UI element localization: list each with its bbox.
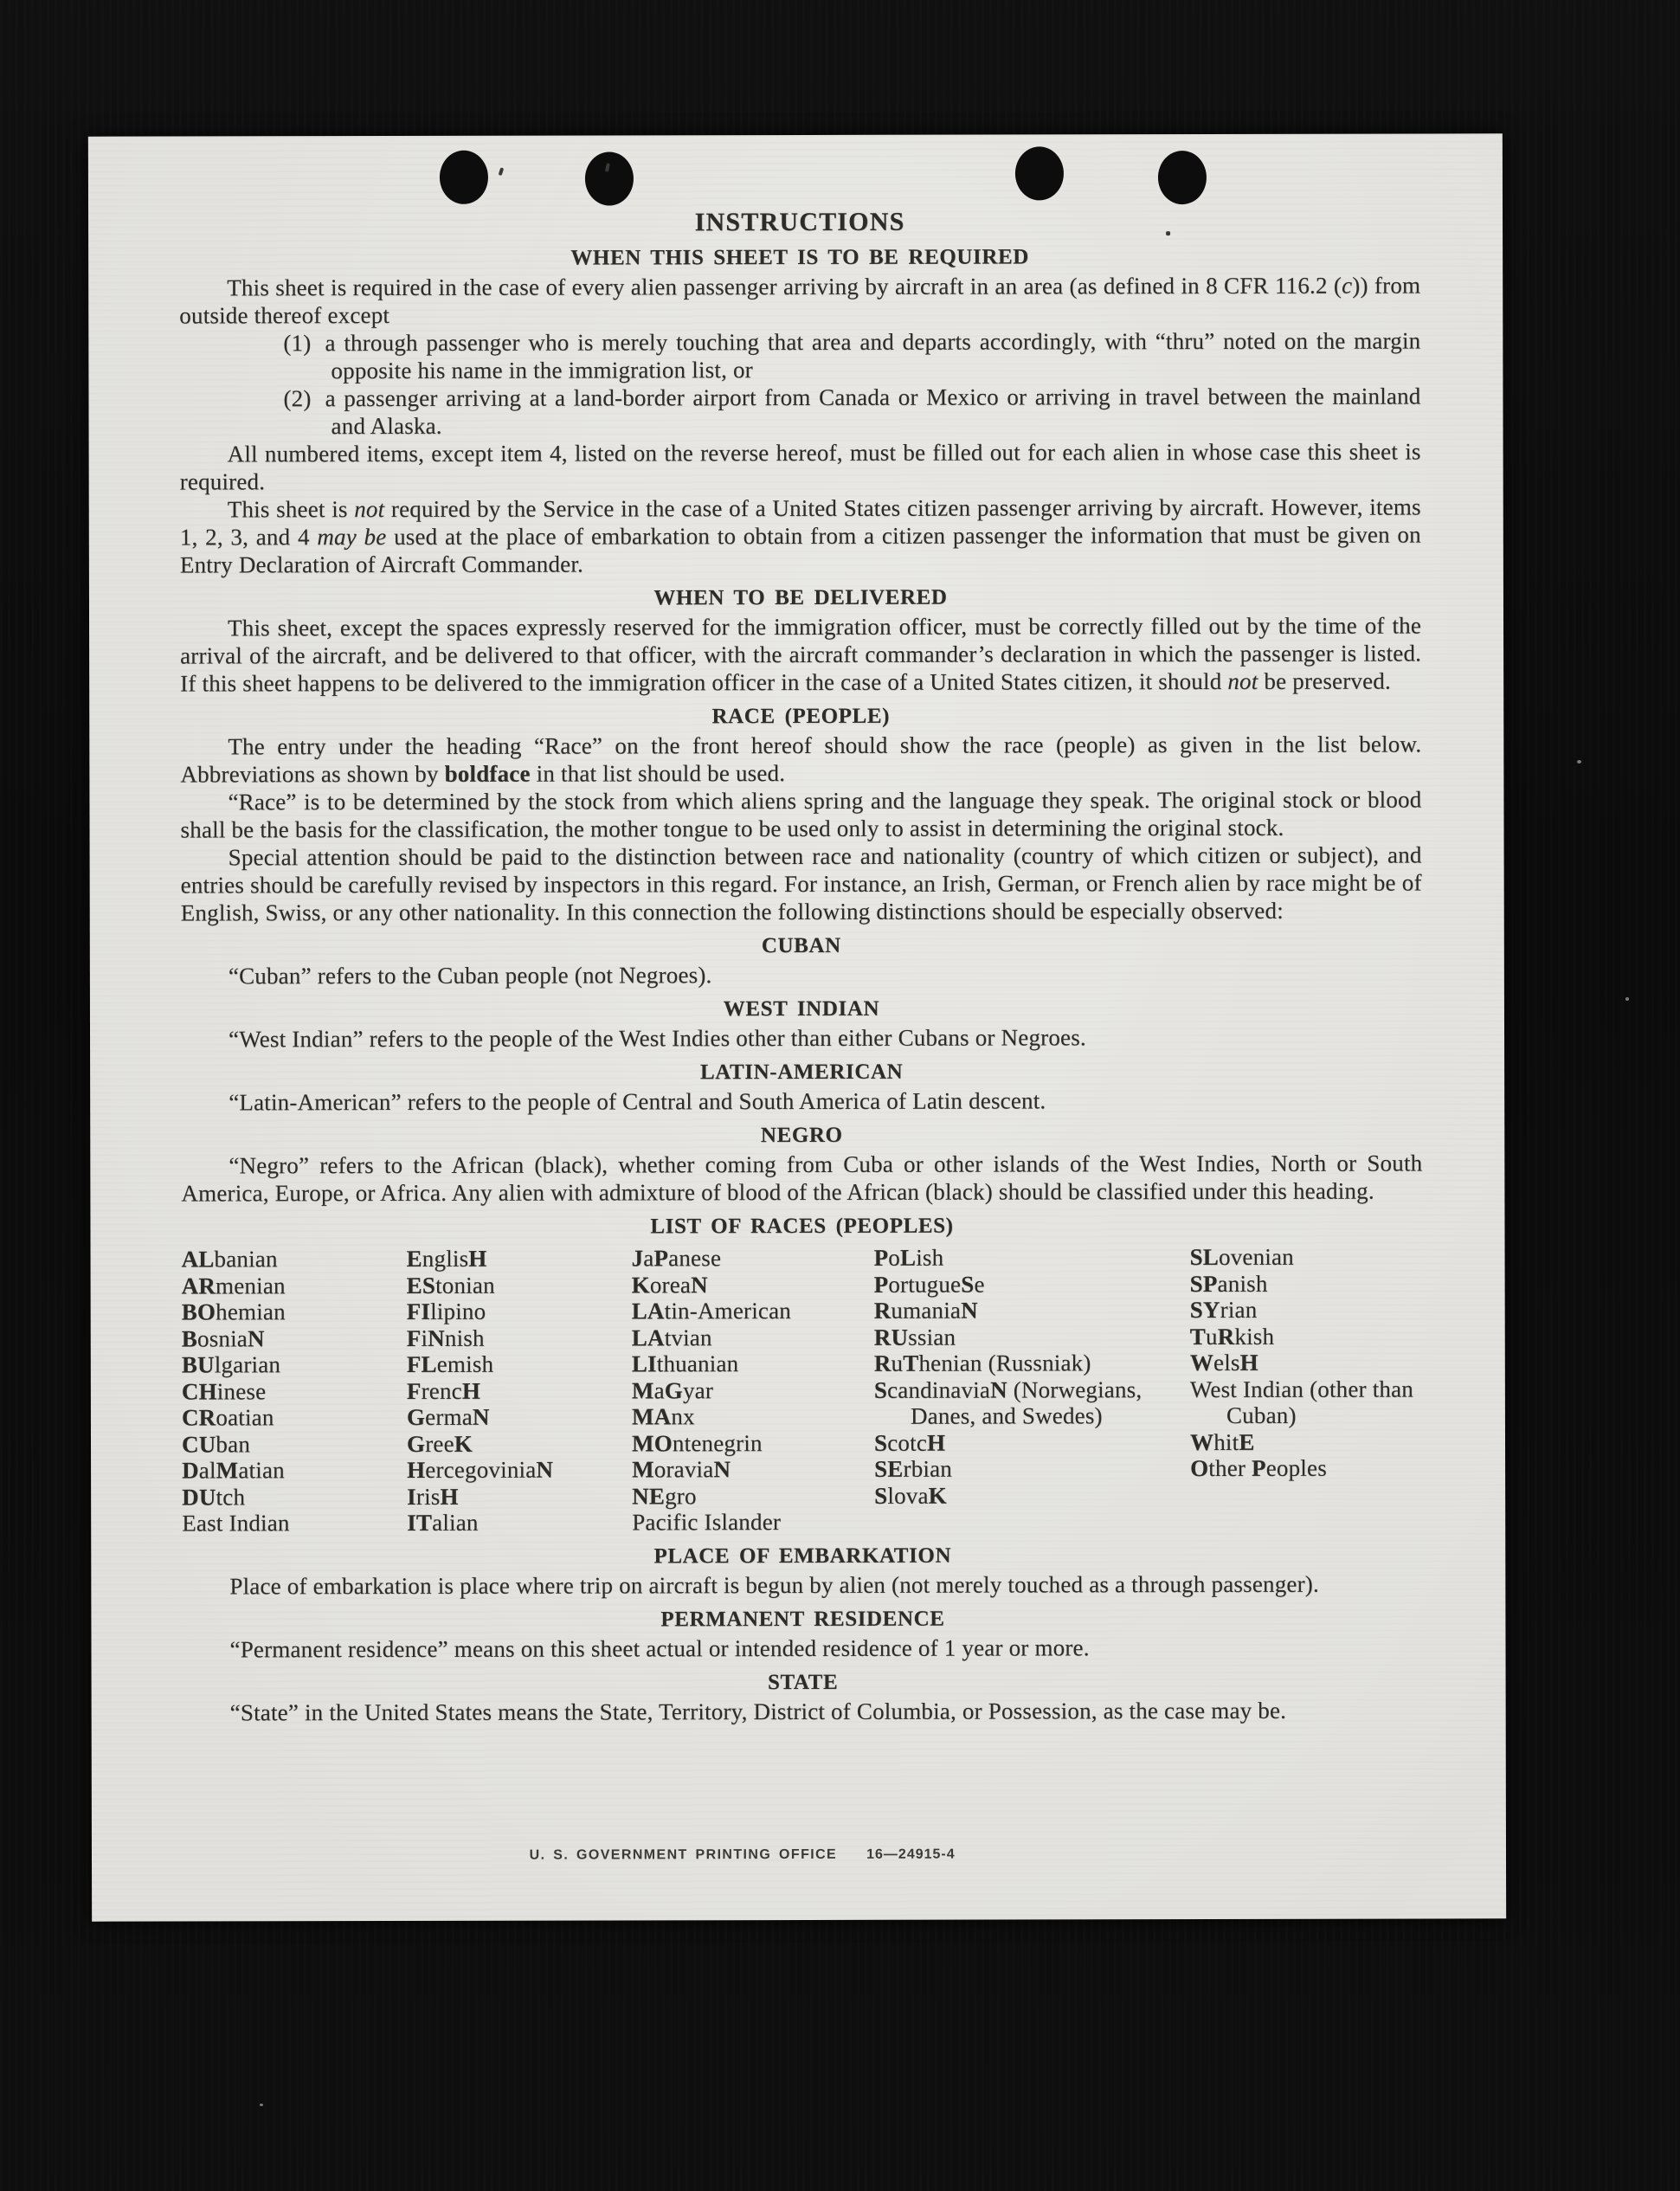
punch-hole <box>585 151 634 205</box>
race-entry: BOhemian <box>181 1298 286 1325</box>
race-entry: SPanish <box>1189 1270 1268 1297</box>
section-heading-required: WHEN THIS SHEET IS TO BE REQUIRED <box>570 245 1029 270</box>
scan-speck <box>260 2104 263 2106</box>
race-entry: MOntenegrin <box>631 1429 763 1456</box>
document-content <box>179 206 1424 1725</box>
race-entry: FrencH <box>406 1377 481 1404</box>
race-entry: PoLish <box>873 1244 944 1271</box>
paragraph: This sheet is not required by the Service in the case of a United States citizen passenger arriving by aircraft. However, items 1, 2, 3, and 4 may be used at the place of embarkation to obtain from a citizen passenger the information that must be given on Entry Declaration of Aircraft Commander. <box>179 493 1421 578</box>
race-entry: GreeK <box>406 1430 473 1457</box>
race-entry: MAnx <box>631 1403 695 1430</box>
race-entry: WhitE <box>1189 1428 1255 1455</box>
race-entry: RUssian <box>873 1324 956 1350</box>
item-text: a passenger arriving at a land-border airport from Canada or Mexico or arriving in travel between the mainland and Alaska. <box>325 383 1421 440</box>
section-heading-state: STATE <box>767 1670 839 1694</box>
item-text: a through passenger who is merely touching that area and departs accordingly, with “thru” noted on the margin opposite his name in the immigration list, or <box>325 327 1421 384</box>
paragraph: “State” in the United States means the State, Territory, District of Columbia, or Possession, as the case may be. <box>229 1697 1287 1725</box>
race-entry: RuThenian (Russniak) <box>873 1350 1091 1376</box>
race-entry: Other Peoples <box>1190 1454 1327 1482</box>
race-entry: LAtvian <box>631 1324 712 1350</box>
race-entry: LIthuanian <box>631 1350 739 1377</box>
section-heading-permanent-residence: PERMANENT RESIDENCE <box>660 1607 945 1631</box>
paragraph: Special attention should be paid to the distinction between race and nationality (country of which citizen or subject), and entries should be carefully revised by inspectors in this regard. For instance, an Irish, German, or French alien by race might be of English, Swiss, or any other nationality. In this connection the following distinctions should be especially observed: <box>180 841 1422 926</box>
race-entry: FLemish <box>406 1350 494 1377</box>
race-entry: SYrian <box>1189 1296 1258 1324</box>
scan-speck <box>1625 997 1629 1001</box>
paragraph: All numbered items, except item 4, listed on the reverse hereof, must be filled out for each alien in whose case this sheet is required. <box>179 438 1421 495</box>
race-entry: BUlgarian <box>181 1351 281 1378</box>
paragraph: “Negro” refers to the African (black), whether coming from Cuba or other islands of the West Indies, North or South America, Europe, or Africa. Any alien with admixture of blood of the African (black) should be classified under this heading. <box>181 1150 1423 1207</box>
race-entry: ScandinaviaN (Norwegians, Danes, and Swedes) <box>873 1376 1143 1429</box>
race-entry: GermaN <box>406 1403 490 1430</box>
race-entry: MoraviaN <box>632 1456 731 1483</box>
section-heading-cuban: CUBAN <box>761 933 841 958</box>
race-entry: SErbian <box>874 1455 953 1482</box>
race-entry: KoreaN <box>631 1271 708 1298</box>
scan-speck <box>499 167 505 176</box>
race-entry: ITalian <box>407 1509 479 1536</box>
paragraph: “Permanent residence” means on this sheet actual or intended residence of 1 year or more. <box>229 1634 1090 1662</box>
race-entry: ALbanian <box>181 1246 278 1273</box>
race-entry: EStonian <box>406 1272 495 1298</box>
footer-imprint <box>530 1847 956 1864</box>
race-entry: LAtin-American <box>631 1298 791 1324</box>
race-entry: EnglisH <box>406 1245 487 1272</box>
race-entry: NEgro <box>632 1482 697 1509</box>
race-entry: CHinese <box>181 1377 267 1404</box>
races-column <box>632 1245 875 1536</box>
document-sheet <box>88 133 1506 1921</box>
paragraph: “West Indian” refers to the people of the West Indies other than either Cubans or Negroes. <box>228 1024 1086 1053</box>
race-entry: JaPanese <box>631 1245 722 1272</box>
section-heading-latin-american: LATIN-AMERICAN <box>699 1060 904 1085</box>
race-entry: ScotcH <box>873 1429 946 1456</box>
paragraph: Place of embarkation is place where trip on aircraft is begun by alien (not merely touched as a through passenger). <box>229 1570 1319 1599</box>
section-heading-race: RACE (PEOPLE) <box>711 704 891 729</box>
gpo-imprint: U. S. GOVERNMENT PRINTING OFFICE <box>529 1846 838 1863</box>
item-number: (2) <box>283 385 312 412</box>
races-grid <box>182 1243 1424 1537</box>
race-entry: FiNnish <box>406 1324 485 1351</box>
race-entry: CRoatian <box>181 1404 274 1431</box>
race-entry: ARmenian <box>181 1272 286 1298</box>
race-entry: CUban <box>181 1430 251 1457</box>
race-entry: RumaniaN <box>873 1297 978 1324</box>
numbered-item <box>283 326 1420 384</box>
punch-hole <box>1015 146 1064 200</box>
doc-title: INSTRUCTIONS <box>694 207 905 237</box>
section-heading-delivered: WHEN TO BE DELIVERED <box>653 585 948 610</box>
paragraph: “Latin-American” refers to the people of Central and South America of Latin descent. <box>229 1087 1046 1116</box>
race-entry: PortugueSe <box>873 1271 985 1298</box>
numbered-item <box>283 382 1420 440</box>
section-heading-negro: NEGRO <box>760 1123 843 1148</box>
punch-hole <box>440 151 488 204</box>
paragraph: This sheet is required in the case of every alien passenger arriving by aircraft in an area (as defined in 8 CFR 116.2 (c)) from outside thereof except <box>179 272 1421 329</box>
race-entry: MaGyar <box>631 1376 714 1403</box>
punch-hole <box>1158 151 1207 204</box>
races-column <box>1190 1243 1424 1534</box>
gpo-code: 16—24915-4 <box>866 1846 956 1862</box>
paragraph: “Race” is to be determined by the stock from which aliens spring and the language they speak. The original stock or blood shall be the basis for the classification, the mother tongue to be used only to assist in determining the original stock. <box>180 786 1422 843</box>
races-column <box>182 1246 408 1537</box>
race-entry: SLovenian <box>1189 1243 1294 1271</box>
section-heading-list-of-races: LIST OF RACES (PEOPLES) <box>650 1214 954 1239</box>
race-entry: IrisH <box>407 1483 459 1510</box>
item-number: (1) <box>283 330 312 357</box>
race-entry: Pacific Islander <box>632 1509 782 1536</box>
race-entry: East Indian <box>182 1510 290 1537</box>
races-column <box>874 1244 1191 1535</box>
race-entry: West Indian (other than Cuban) <box>1189 1376 1414 1428</box>
section-heading-embarkation: PLACE OF EMBARKATION <box>653 1543 952 1568</box>
scan-speck <box>1577 760 1581 764</box>
race-entry: DalMatian <box>182 1457 285 1484</box>
paragraph: The entry under the heading “Race” on the front hereof should show the race (people) as given in the list below. Abbreviations as shown by boldface in that list should be used. <box>180 731 1422 788</box>
paragraph: “Cuban” refers to the Cuban people (not Negroes). <box>228 962 712 989</box>
race-entry: BosniaN <box>181 1324 265 1351</box>
race-entry: SlovaK <box>874 1482 947 1509</box>
race-entry: WelsH <box>1189 1349 1258 1376</box>
race-entry: HercegoviniaN <box>407 1456 554 1483</box>
races-column <box>407 1245 633 1536</box>
section-heading-west-indian: WEST INDIAN <box>723 996 880 1021</box>
paragraph: This sheet, except the spaces expressly reserved for the immigration officer, must be correctly filled out by the time of the arrival of the aircraft, and be delivered to that officer, with the aircraft commander’s declaration in which the passenger is listed. If this sheet happens to be delivered to the immigration officer in the case of a United States citizen, it should not be preserved. <box>180 612 1422 697</box>
race-entry: FIlipino <box>406 1298 486 1324</box>
race-entry: TuRkish <box>1189 1323 1275 1350</box>
race-entry: DUtch <box>182 1483 246 1510</box>
